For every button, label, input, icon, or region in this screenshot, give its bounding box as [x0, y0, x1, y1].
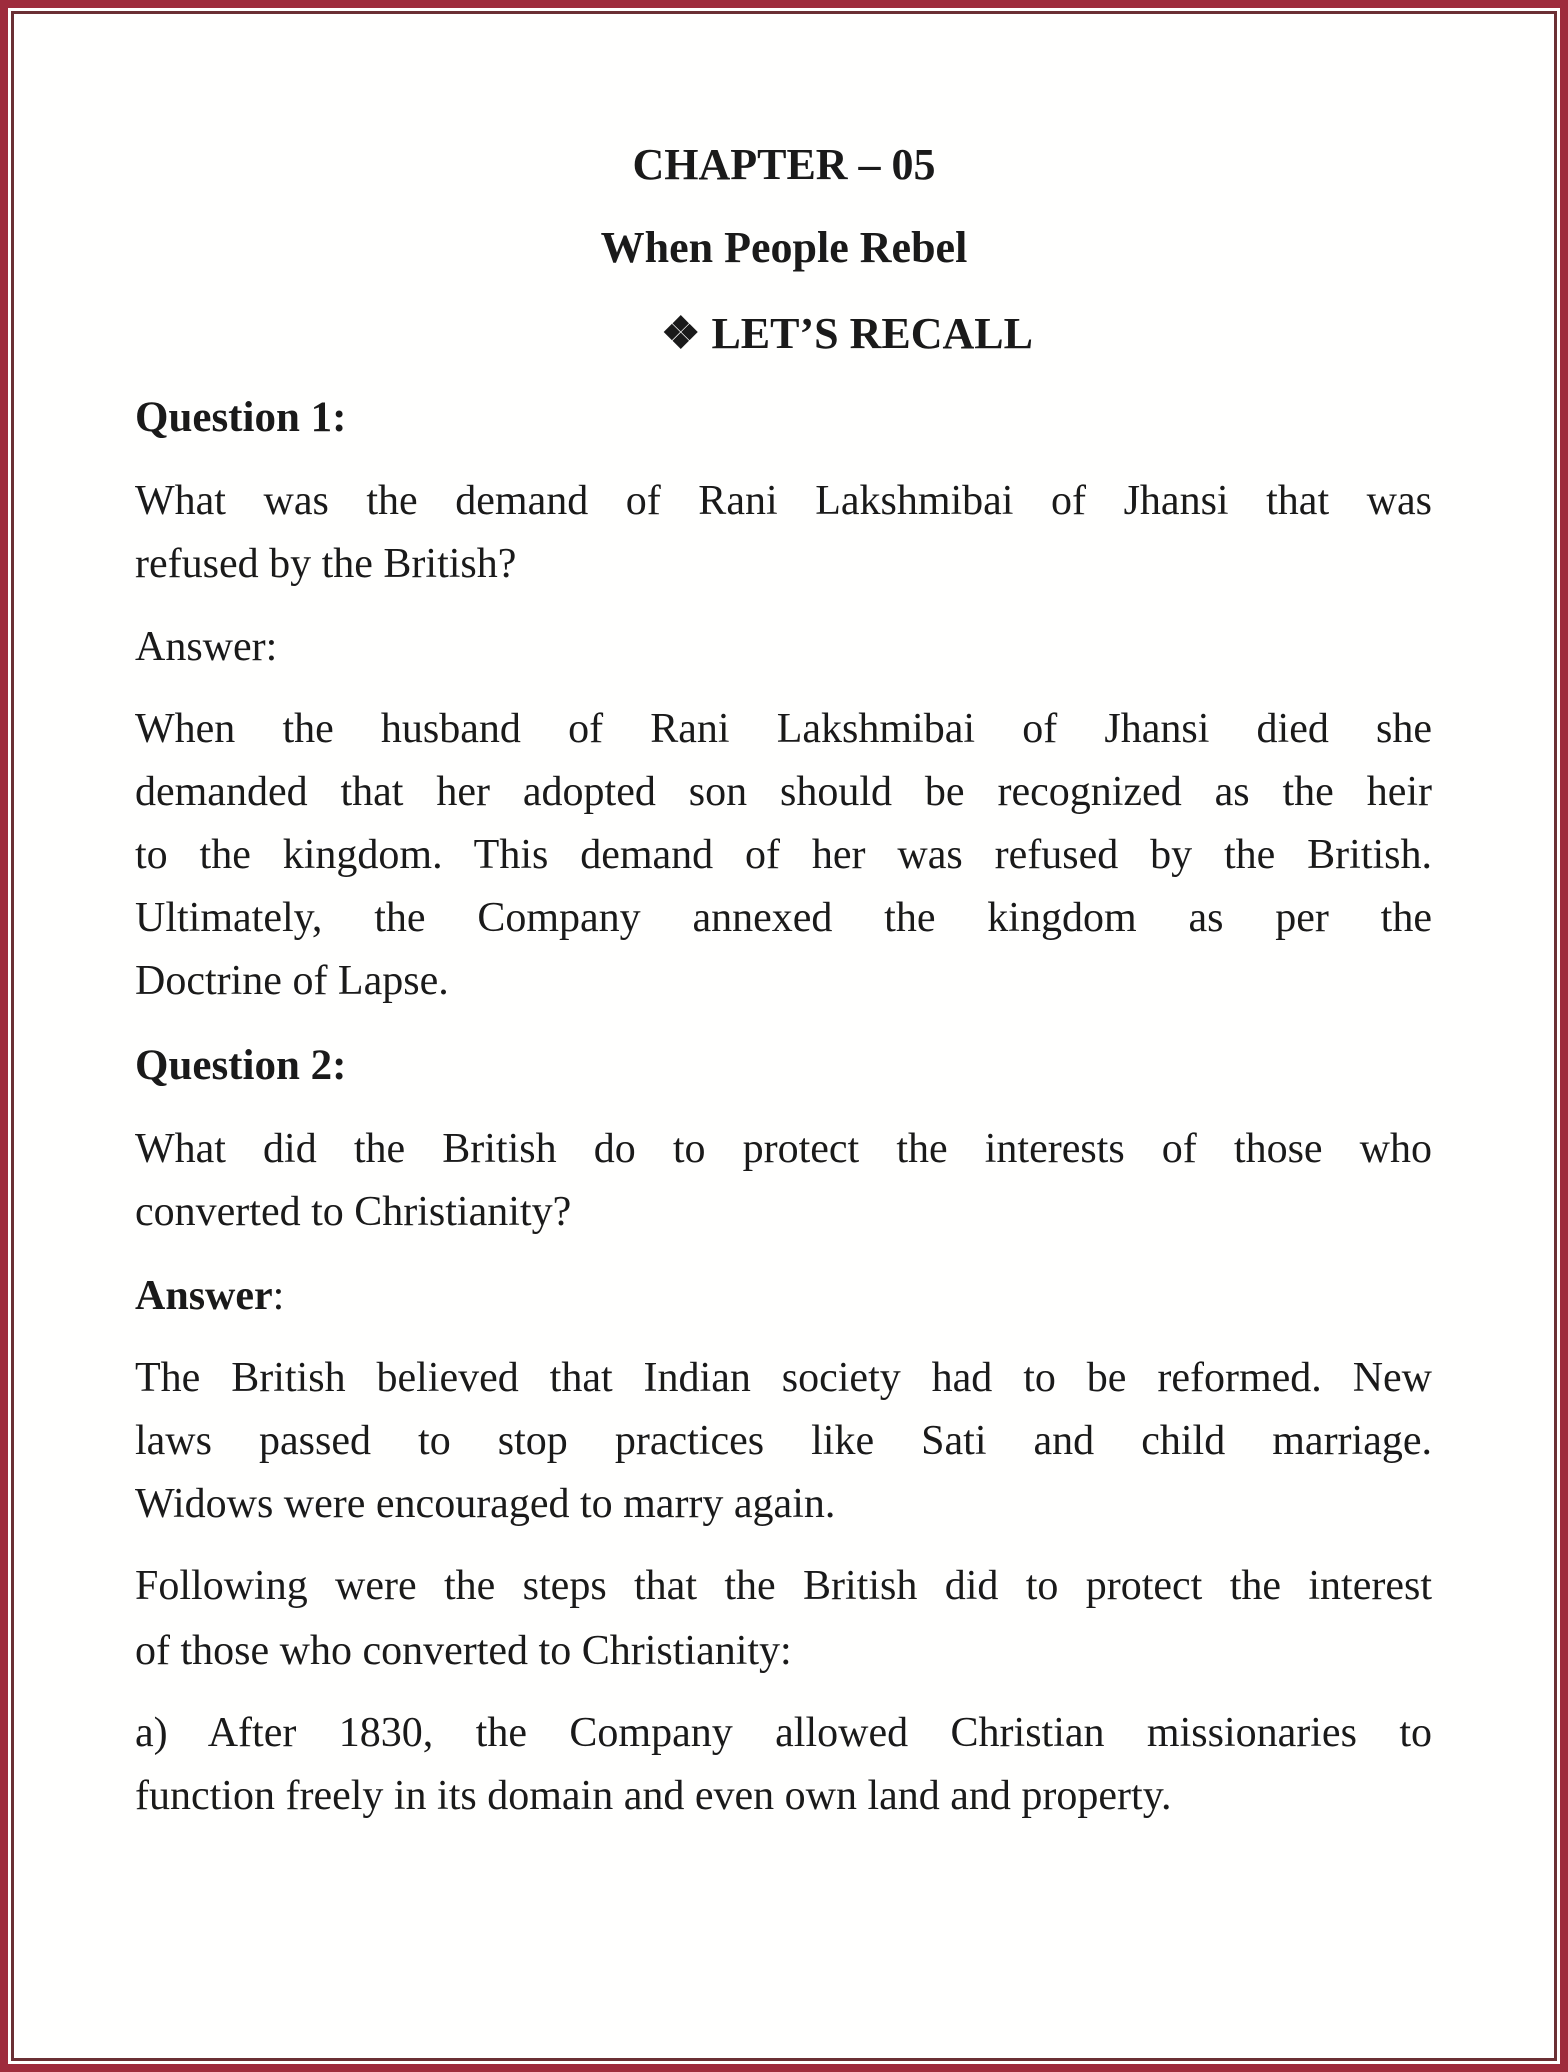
answer-1-label: Answer: — [135, 624, 278, 670]
text-line: What did the British do to protect the interests of those who — [135, 1126, 1432, 1172]
text-line: When the husband of Rani Lakshmibai of Jhansi died she — [135, 706, 1432, 752]
text-line: Ultimately, the Company annexed the kingdom as per the — [135, 895, 1432, 941]
text-line: Following were the steps that the British did to protect the interest — [135, 1563, 1432, 1609]
question-2-text — [135, 1118, 1432, 1244]
answer-2-point-a — [135, 1702, 1432, 1828]
section-title: LET’S RECALL — [711, 309, 1033, 358]
text-line: a) After 1830, the Company allowed Christian missionaries to — [135, 1710, 1432, 1756]
text-line: Widows were encouraged to marry again. — [135, 1481, 836, 1527]
question-1-text — [135, 470, 1432, 596]
diamond-four-icon: ❖ — [661, 309, 701, 358]
text-line: laws passed to stop practices like Sati and child marriage. — [135, 1418, 1432, 1464]
chapter-title: When People Rebel — [600, 223, 968, 272]
answer-1-text — [135, 698, 1432, 1013]
section-heading — [661, 302, 1033, 365]
question-2-label: Question 2: — [135, 1042, 347, 1089]
answer-label-text: Answer — [135, 1273, 273, 1319]
text-line: function freely in its domain and even own land and property. — [135, 1773, 1172, 1819]
text-line: demanded that her adopted son should be recognized as the heir — [135, 769, 1432, 815]
answer-label-colon: : — [272, 1273, 285, 1319]
answer-2-paragraph-2 — [135, 1554, 1432, 1684]
text-line: converted to Christianity? — [135, 1189, 572, 1235]
text-line: Doctrine of Lapse. — [135, 958, 449, 1004]
text-line: What was the demand of Rani Lakshmibai of Jhansi that was — [135, 478, 1432, 524]
chapter-number: CHAPTER – 05 — [632, 140, 936, 189]
text-line: refused by the British? — [135, 541, 517, 587]
question-1-label: Question 1: — [135, 394, 347, 441]
answer-2-label — [135, 1265, 1432, 1328]
text-line: The British believed that Indian society had to be reformed. New — [135, 1355, 1432, 1401]
answer-2-paragraph-1 — [135, 1347, 1432, 1536]
text-line: of those who converted to Christianity: — [135, 1628, 792, 1674]
text-line: to the kingdom. This demand of her was refused by the British. — [135, 832, 1432, 878]
